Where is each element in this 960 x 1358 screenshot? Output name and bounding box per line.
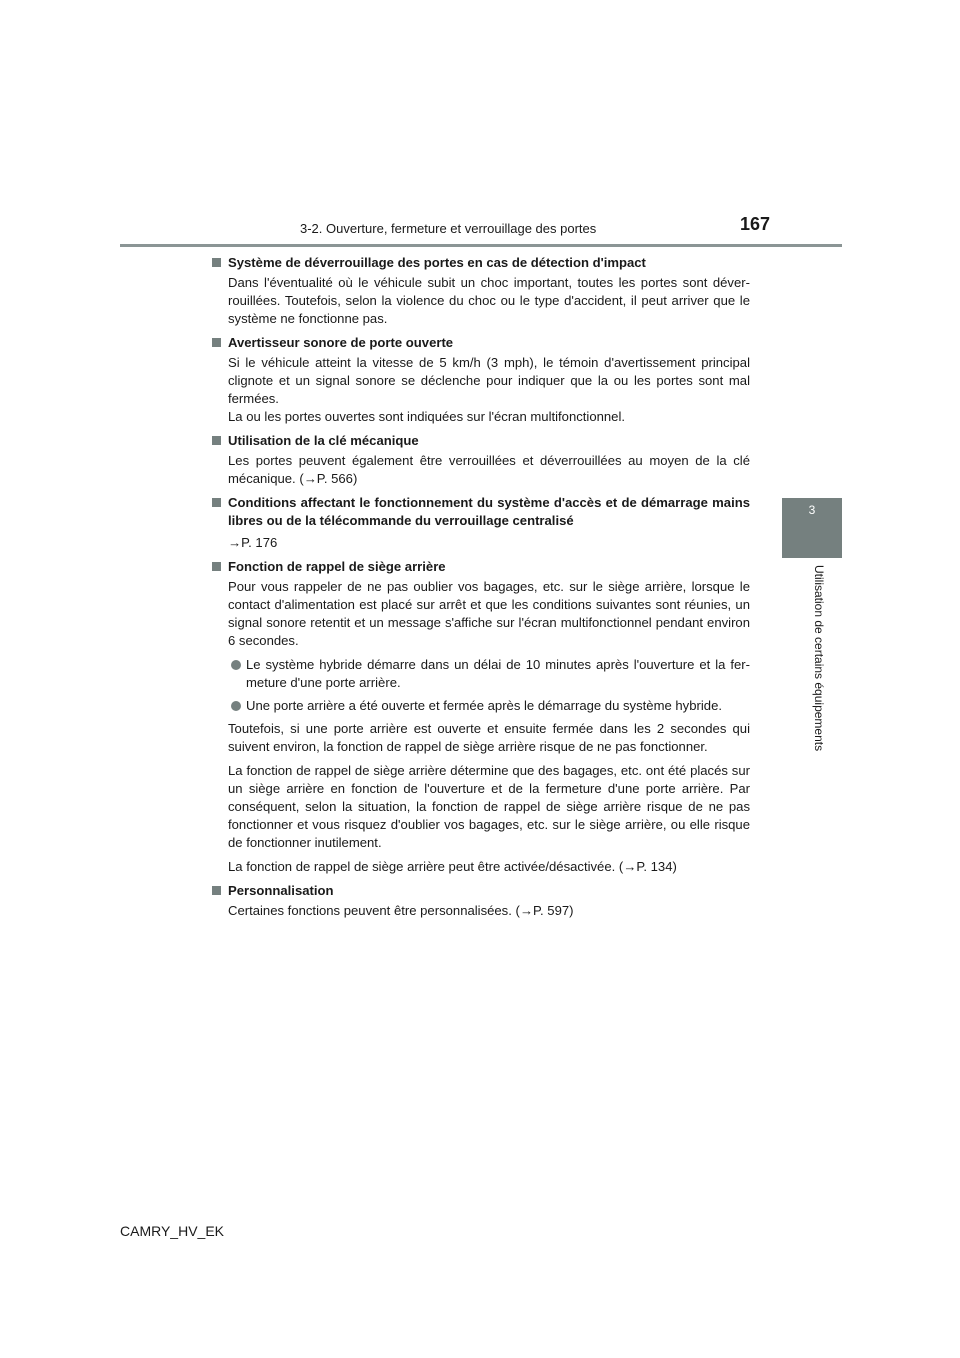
round-bullet-icon — [231, 660, 241, 670]
section-impact-unlock — [210, 254, 750, 328]
paragraph: Les portes peuvent également être verrouillées et déverrouillées au moyen de la clé mécanique. (→P. 566) — [228, 453, 750, 486]
paragraph: Dans l'éventualité où le véhicule subit un choc important, toutes les portes sont déver-rouillées. Toutefois, selon la violence du choc ou le type d'accident, il peut arriver que le système ne fonctionne pas. — [228, 275, 750, 326]
paragraph: La fonction de rappel de siège arrière détermine que des bagages, etc. ont été placés sur un siège arrière en fonction de l'ouverture et de la fermeture d'une porte arrière. Par conséquent, selon la situation, la fonction de rappel de siège arrière risque de ne pas fonctionner et vous risquez d'oublier vos bagages, etc. sur le siège arrière, ou elle risque de fonctionner inutilement. — [228, 763, 750, 850]
section-door-open-buzzer — [210, 334, 750, 426]
round-bullet-icon — [231, 701, 241, 711]
square-bullet-icon — [212, 436, 221, 445]
paragraph: Toutefois, si une porte arrière est ouverte et ensuite fermée dans les 2 secondes qui suivent environ, la fonction de rappel de siège arrière risque de ne pas fonctionner. — [228, 721, 750, 754]
chapter-title: Utilisation de certains équipements — [812, 565, 826, 752]
section-smart-entry-conditions — [210, 494, 750, 552]
header-divider — [120, 244, 842, 247]
paragraph: Certaines fonctions peuvent être personnalisées. (→P. 597) — [228, 903, 574, 918]
list-item: Une porte arrière a été ouverte et fermée après le démarrage du système hybride. — [246, 697, 750, 715]
paragraph: Si le véhicule atteint la vitesse de 5 km/h (3 mph), le témoin d'avertissement principal clignote et un signal sonore se déclenche pour indiquer que la ou les portes sont mal fermées. — [228, 355, 750, 406]
section-customization — [210, 882, 750, 920]
paragraph: Pour vous rappeler de ne pas oublier vos bagages, etc. sur le siège arrière, lorsque le contact d'alimentation est placé sur arrêt et que les conditions suivantes sont réunies, un signal sonore retentit et un message s'affiche sur l'écran multifonctionnel pendant environ 6 secondes. — [228, 579, 750, 648]
footer-code: CAMRY_HV_EK — [120, 1223, 225, 1239]
square-bullet-icon — [212, 258, 221, 267]
list-item: Le système hybride démarre dans un délai de 10 minutes après l'ouverture et la fer-meture d'une porte arrière. — [246, 656, 750, 692]
section-title: Fonction de rappel de siège arrière — [228, 559, 446, 574]
section-title: Système de déverrouillage des portes en cas de détection d'impact — [228, 255, 646, 270]
chapter-number: 3 — [808, 503, 816, 517]
square-bullet-icon — [212, 338, 221, 347]
section-title: Personnalisation — [228, 883, 334, 898]
section-title: Conditions affectant le fonctionnement du système d'accès et de démarrage mains libres ou de la télécommande du verrouillage centralisé — [228, 495, 750, 528]
page-content — [210, 254, 750, 926]
page-number: 167 — [740, 214, 771, 234]
section-mechanical-key — [210, 432, 750, 488]
paragraph: La ou les portes ouvertes sont indiquées sur l'écran multifonctionnel. — [228, 409, 625, 424]
chapter-tab — [782, 498, 842, 558]
square-bullet-icon — [212, 498, 221, 507]
section-title: Avertisseur sonore de porte ouverte — [228, 335, 454, 350]
square-bullet-icon — [212, 562, 221, 571]
section-rear-seat-reminder — [210, 558, 750, 876]
paragraph: La fonction de rappel de siège arrière peut être activée/désactivée. (→P. 134) — [228, 859, 677, 874]
header-section-title: 3-2. Ouverture, fermeture et verrouillage des portes — [300, 221, 597, 236]
page-reference: →P. 176 — [228, 535, 278, 550]
section-title: Utilisation de la clé mécanique — [228, 433, 419, 448]
square-bullet-icon — [212, 886, 221, 895]
